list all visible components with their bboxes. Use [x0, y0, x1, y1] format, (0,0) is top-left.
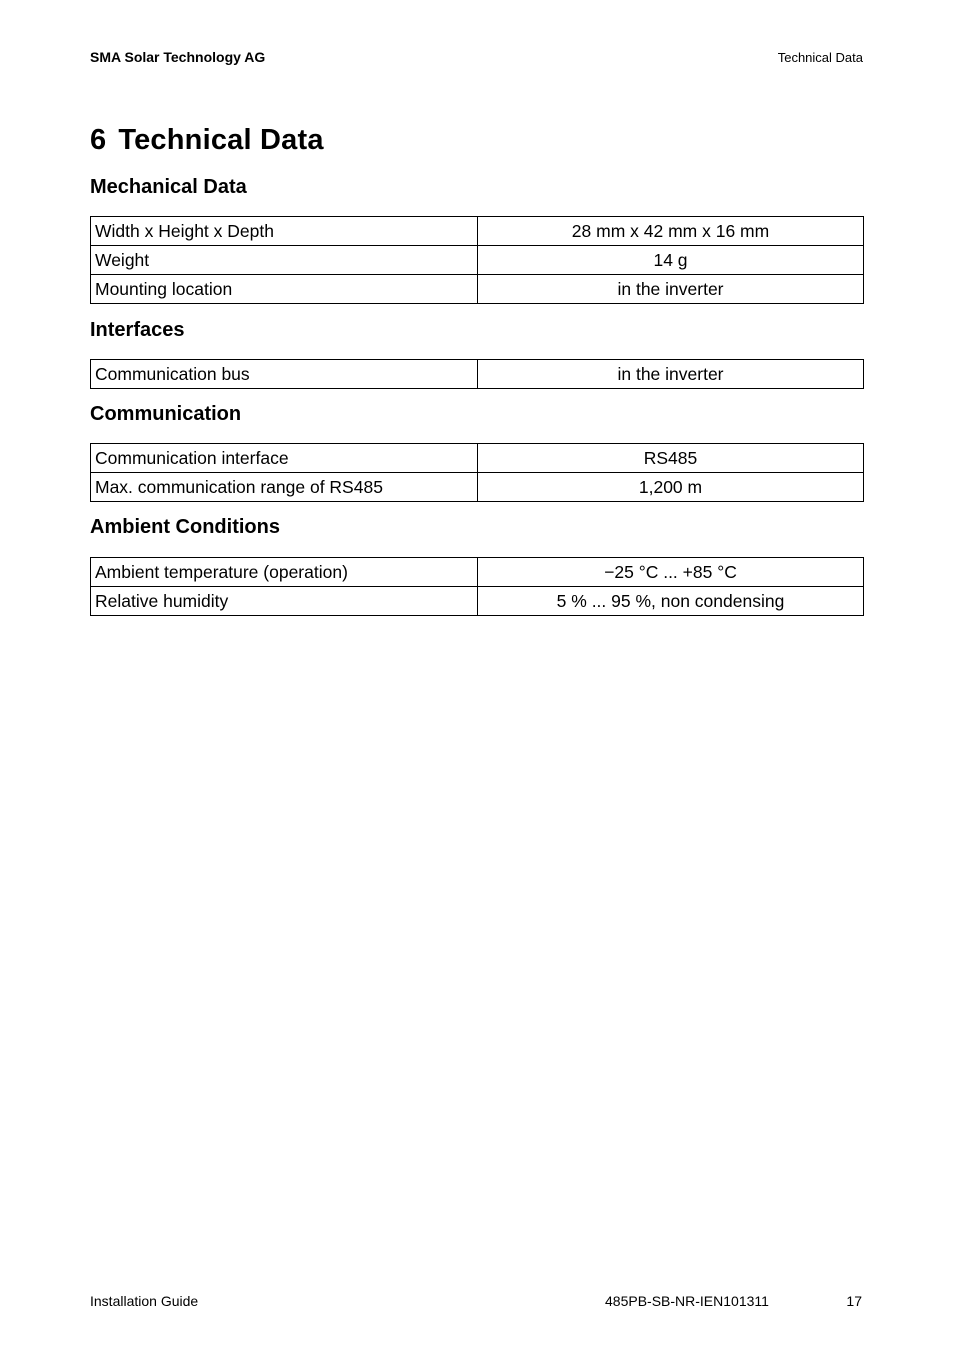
table-row: [91, 587, 864, 616]
table-row: [91, 275, 864, 304]
footer-page-number: 17: [846, 1293, 862, 1309]
header-section-title: Technical Data: [777, 50, 863, 65]
spec-label: Width x Height x Depth: [91, 217, 478, 246]
spec-value: 14 g: [478, 246, 864, 275]
section-heading-ambient: Ambient Conditions: [90, 516, 280, 538]
interfaces-table: [90, 359, 864, 389]
table-row: [91, 558, 864, 587]
spec-label: Communication bus: [91, 360, 478, 389]
table-row: [91, 246, 864, 275]
table-row: [91, 360, 864, 389]
section-heading-communication: Communication: [90, 403, 242, 425]
footer-document-id: 485PB-SB-NR-IEN101311: [605, 1293, 769, 1309]
ambient-conditions-table: [90, 557, 864, 616]
spec-label: Communication interface: [91, 444, 478, 473]
section-heading-interfaces: Interfaces: [90, 319, 185, 341]
spec-label: Relative humidity: [91, 587, 478, 616]
section-heading-mechanical: Mechanical Data: [90, 176, 247, 198]
chapter-title-text: Technical Data: [118, 124, 324, 156]
table-row: [91, 473, 864, 502]
spec-value: 1,200 m: [478, 473, 864, 502]
mechanical-data-table: [90, 216, 864, 304]
spec-label: Max. communication range of RS485: [91, 473, 478, 502]
spec-value: 28 mm x 42 mm x 16 mm: [478, 217, 864, 246]
header-company: SMA Solar Technology AG: [90, 49, 266, 65]
communication-table: [90, 443, 864, 502]
table-row: [91, 217, 864, 246]
table-row: [91, 444, 864, 473]
footer-guide-name: Installation Guide: [90, 1293, 199, 1309]
spec-value: −25 °C ... +85 °C: [478, 558, 864, 587]
chapter-number: 6: [90, 124, 107, 156]
spec-value: 5 % ... 95 %, non condensing: [478, 587, 864, 616]
chapter-title: [90, 124, 324, 157]
spec-label: Weight: [91, 246, 478, 275]
spec-label: Ambient temperature (operation): [91, 558, 478, 587]
spec-value: in the inverter: [478, 275, 864, 304]
spec-label: Mounting location: [91, 275, 478, 304]
spec-value: RS485: [478, 444, 864, 473]
spec-value: in the inverter: [478, 360, 864, 389]
